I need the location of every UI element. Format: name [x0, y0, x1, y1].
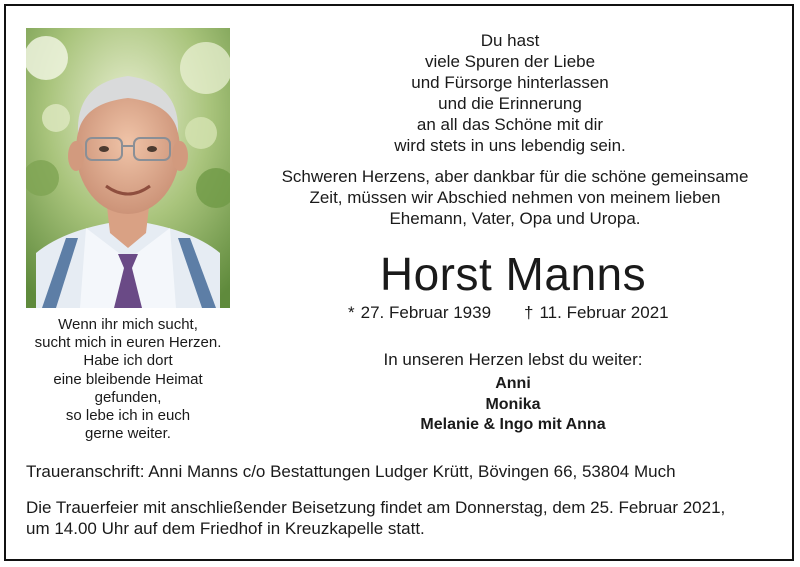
heart-line: In unseren Herzen lebst du weiter:: [383, 350, 643, 369]
intro-text: [250, 166, 780, 229]
poem-line: wird stets in uns lebendig sein.: [394, 136, 626, 155]
poem-line: und Fürsorge hinterlassen: [411, 73, 609, 92]
ceremony-line: um 14.00 Uhr auf dem Friedhof in Kreuzkapelle statt.: [26, 519, 425, 538]
side-poem-line: gerne weiter.: [85, 425, 171, 443]
poem-line: Du hast: [480, 31, 540, 50]
poem: [310, 30, 710, 156]
death-date-text: 11. Februar 2021: [539, 303, 669, 322]
side-poem-line: gefunden,: [94, 388, 162, 406]
side-poem-line: eine bleibende Heimat: [53, 370, 203, 388]
family-member: Monika: [485, 395, 541, 413]
family-list: [300, 374, 726, 436]
side-poem-line: Wenn ihr mich sucht,: [58, 316, 198, 333]
intro-line: Zeit, müssen wir Abschied nehmen von meinem lieben: [309, 188, 721, 207]
poem-line: an all das Schöne mit dir: [416, 115, 604, 134]
cross-icon: †: [524, 303, 534, 322]
portrait-photo: [26, 28, 230, 308]
life-dates: [330, 302, 700, 326]
birth-symbol-icon: *: [348, 303, 355, 322]
intro-line: Ehemann, Vater, Opa und Uropa.: [389, 209, 641, 228]
birth-date-text: 27. Februar 1939: [360, 303, 492, 322]
death-date: [524, 302, 669, 324]
poem-line: und die Erinnerung: [438, 94, 582, 113]
side-poem-line: Habe ich dort: [83, 352, 173, 370]
birth-date: [348, 302, 491, 324]
ceremony-line: Die Trauerfeier mit anschließender Beisetzung findet am Donnerstag, dem 25. Februar 2021,: [26, 498, 726, 517]
side-poem: [20, 316, 236, 443]
family-member: Anni: [495, 375, 531, 392]
intro-line: Schweren Herzens, aber dankbar für die schöne gemeinsame: [281, 167, 749, 186]
side-poem-line: sucht mich in euren Herzen.: [34, 334, 222, 352]
ceremony-info: [26, 497, 786, 539]
family-member: Melanie & Ingo mit Anna: [420, 416, 606, 433]
side-poem-line: so lebe ich in euch: [65, 407, 191, 425]
deceased-name: Horst Manns: [379, 248, 647, 300]
mourning-address: Traueranschrift: Anni Manns c/o Bestattungen Ludger Krütt, Bövingen 66, 53804 Much: [26, 462, 676, 481]
poem-line: viele Spuren der Liebe: [424, 52, 596, 71]
